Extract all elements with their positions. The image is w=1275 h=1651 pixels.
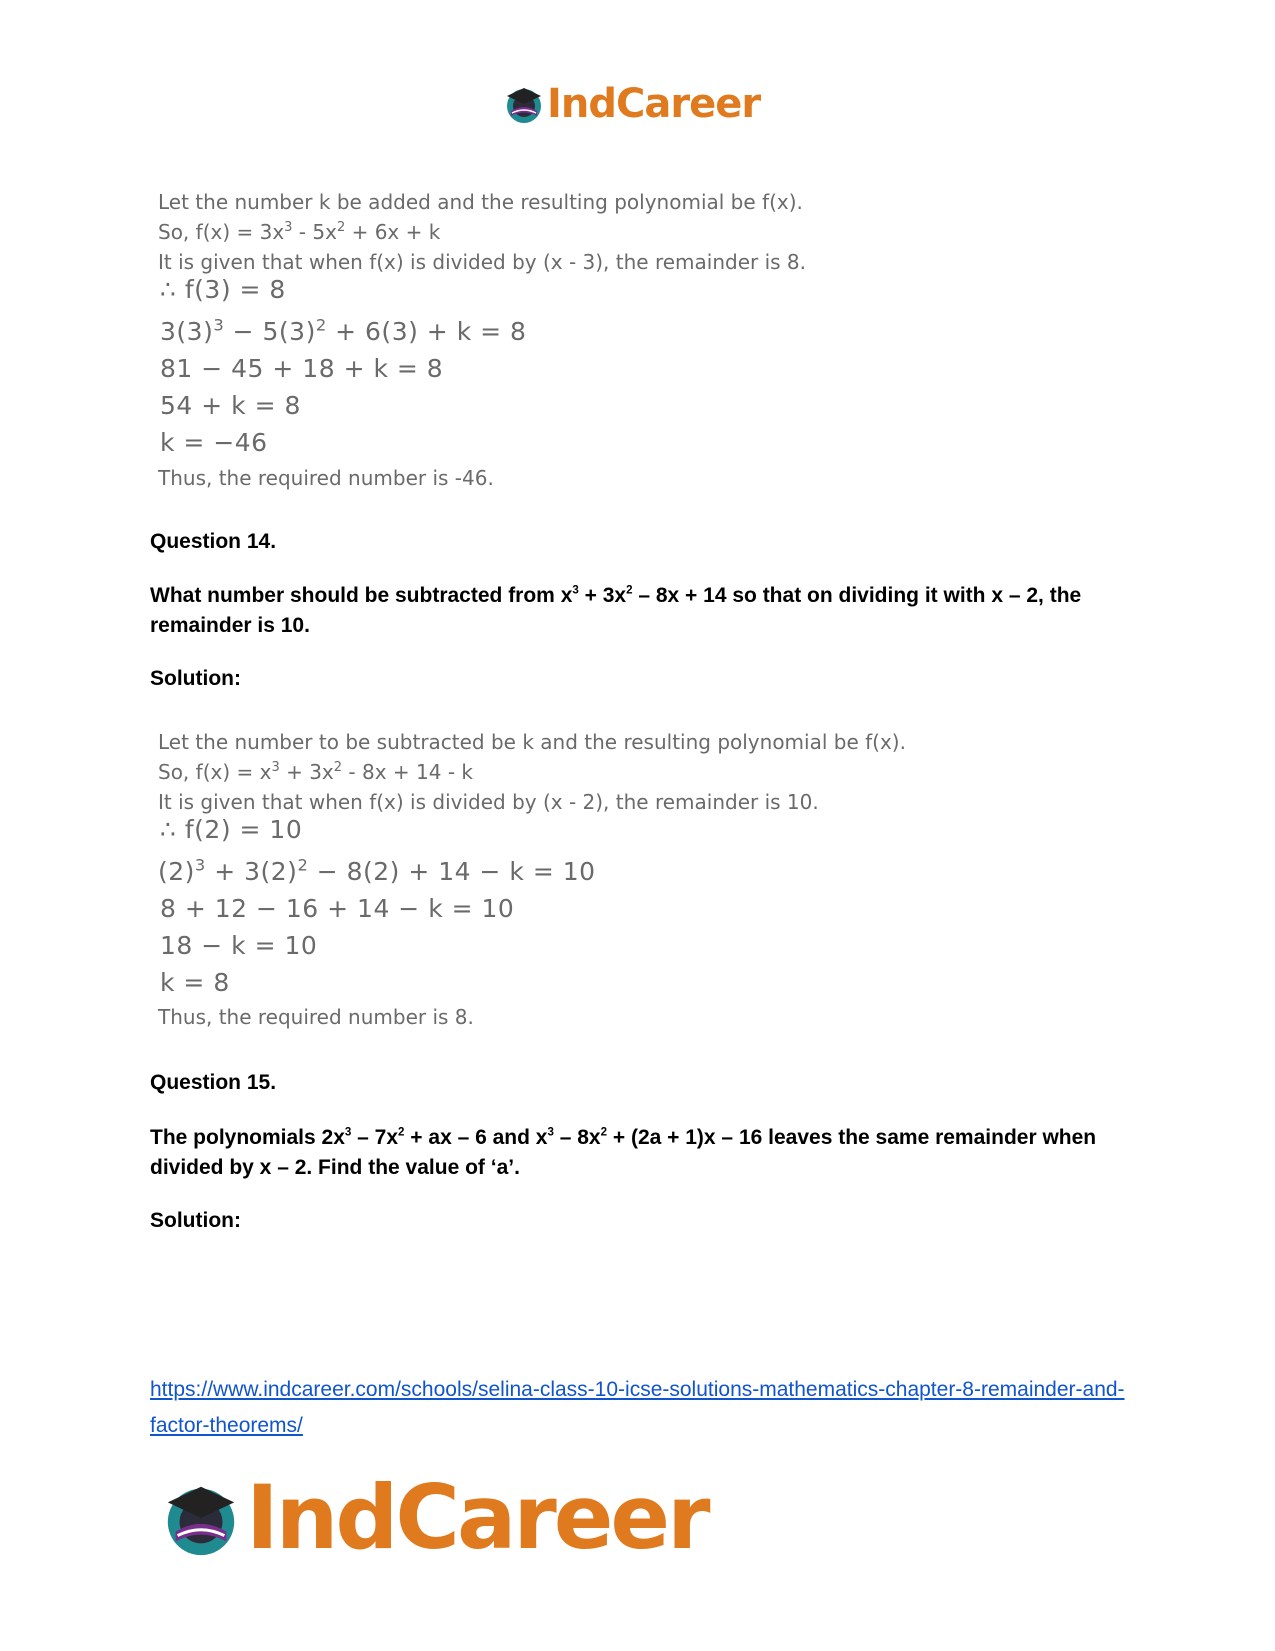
sol14-line6: 8 + 12 − 16 + 14 − k = 10 <box>160 894 515 923</box>
question-14-heading: Question 14. <box>150 530 277 553</box>
question-15-text: The polynomials $2x^3 - 7x^2$ + ax – 6 and $x^3 - 8x^2 + (2a + 1)x - 16$ leaves the same remainder when divided by x – 2. Find the value of ‘a’. <box>150 1126 1097 1179</box>
sol14-line1: Let the number to be subtracted be k and the resulting polynomial be f(x). <box>158 730 906 754</box>
sol13-line3: It is given that when f(x) is divided by (x - 3), the remainder is 8. <box>158 250 807 274</box>
sol13-line8: k = −46 <box>160 428 268 457</box>
sol14-line7: 18 − k = 10 <box>160 931 318 960</box>
question-14-solution-label: Solution: <box>150 667 241 690</box>
graduation-cap-globe-icon <box>160 1477 242 1559</box>
sol14-line8: k = 8 <box>160 968 230 997</box>
header-logo-text: IndCareer <box>547 81 761 127</box>
sol14-line9: Thus, the required number is 8. <box>158 1005 474 1029</box>
sol13-line4: ∴ f(3) = 8 <box>160 275 286 304</box>
question-15-heading: Question 15. <box>150 1071 277 1094</box>
sol14-line5: $(2)^3 + 3(2)^2 - 8(2) + 14 - k = 10$ <box>158 855 596 886</box>
sol14-line2: So, $f(x) = x^3 + 3x^2 - 8x + 14 - k$ <box>158 760 473 784</box>
footer-logo-text: IndCareer <box>246 1466 708 1569</box>
sol14-line4: ∴ f(2) = 10 <box>160 815 303 844</box>
sol13-line2: So, $f(x) = 3x^3 - 5x^2 + 6x + k$ <box>158 220 441 244</box>
graduation-cap-globe-icon <box>503 83 545 125</box>
sol13-line1: Let the number k be added and the resulting polynomial be f(x). <box>158 190 803 214</box>
source-link[interactable]: https://www.indcareer.com/schools/selina-class-10-icse-solutions-mathematics-chapter-8-remainder-and-factor-theorems/ <box>150 1378 1125 1437</box>
sol13-line9: Thus, the required number is -46. <box>158 466 494 490</box>
header-logo <box>503 80 760 128</box>
question-15-solution-label: Solution: <box>150 1209 241 1232</box>
sol13-line5: $3(3)^3 - 5(3)^2 + 6(3) + k = 8$ <box>160 315 527 346</box>
question-14-text: What number should be subtracted from $x^3 + 3x^2 - 8x + 14$ so that on dividing it with x – 2, the remainder is 10. <box>150 584 1082 637</box>
footer-logo <box>160 1468 708 1568</box>
sol13-line6: 81 − 45 + 18 + k = 8 <box>160 354 444 383</box>
sol14-line3: It is given that when f(x) is divided by (x - 2), the remainder is 10. <box>158 790 819 814</box>
sol13-line7: 54 + k = 8 <box>160 391 301 420</box>
